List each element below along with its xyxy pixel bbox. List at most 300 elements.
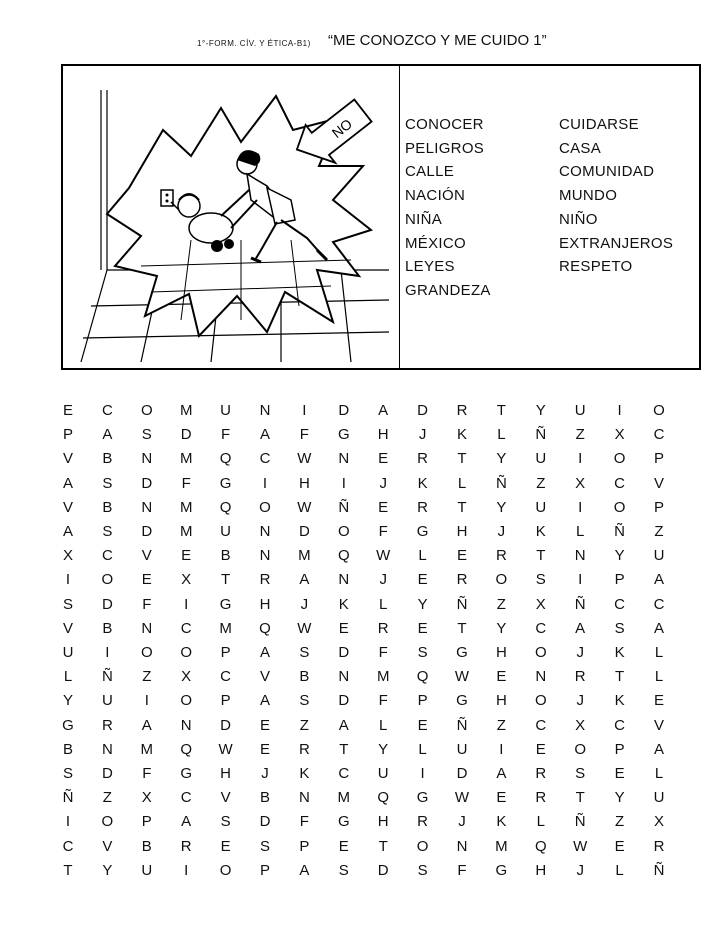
- grid-letter: G: [219, 474, 232, 492]
- grid-letter: R: [377, 619, 389, 637]
- grid-letter: Y: [378, 740, 389, 758]
- grid-letter: H: [377, 813, 389, 831]
- grid-letter: A: [338, 716, 349, 734]
- grid-letter: M: [337, 789, 351, 807]
- grid-letter: O: [140, 402, 153, 419]
- grid-letter: I: [65, 571, 71, 589]
- grid-letter: N: [298, 789, 310, 807]
- grid-letter: F: [299, 426, 309, 444]
- grid-letter: D: [141, 474, 153, 492]
- grid-letter: H: [495, 692, 507, 710]
- grid-letter: W: [454, 668, 470, 686]
- grid-letter: K: [535, 523, 546, 540]
- grid-letter: S: [220, 813, 231, 831]
- grid-letter: A: [181, 813, 192, 831]
- grid-letter: A: [653, 619, 664, 637]
- word-list-item: CONOCER: [405, 116, 484, 133]
- grid-letter: C: [535, 716, 547, 734]
- grid-letter: E: [535, 740, 546, 758]
- grid-letter: O: [653, 402, 665, 419]
- grid-letter: J: [379, 474, 387, 492]
- grid-letter: O: [180, 644, 193, 661]
- grid-letter: G: [416, 523, 429, 540]
- word-list-item: MUNDO: [559, 187, 618, 205]
- grid-letter: F: [378, 644, 388, 661]
- grid-letter: D: [338, 644, 350, 661]
- grid-letter: A: [575, 619, 586, 637]
- word-list-item: RESPETO: [559, 258, 633, 276]
- grid-letter: Y: [62, 692, 73, 710]
- grid-letter: I: [341, 474, 346, 492]
- grid-letter: F: [378, 692, 388, 710]
- grid-letter: D: [298, 523, 310, 540]
- grid-letter: Ñ: [101, 668, 113, 686]
- grid-letter: A: [141, 716, 152, 734]
- grid-letter: V: [259, 668, 270, 686]
- grid-letter: F: [378, 523, 388, 540]
- grid-letter: V: [141, 547, 152, 565]
- grid-letter: U: [220, 523, 232, 540]
- grid-letter: X: [653, 813, 664, 831]
- grid-letter: S: [575, 765, 586, 782]
- grid-letter: R: [417, 498, 429, 516]
- grid-letter: V: [62, 450, 73, 468]
- grid-letter: L: [654, 765, 664, 782]
- grid-letter: Y: [496, 498, 507, 516]
- grid-letter: O: [101, 571, 114, 589]
- grid-letter: X: [575, 716, 586, 734]
- grid-letter: H: [259, 595, 271, 613]
- grid-letter: L: [654, 644, 664, 661]
- worksheet-box: [61, 64, 701, 370]
- grid-letter: V: [220, 789, 231, 807]
- grid-letter: M: [179, 498, 193, 516]
- grid-letter: N: [259, 547, 271, 565]
- grid-letter: F: [457, 861, 467, 879]
- grid-letter: P: [299, 837, 310, 855]
- word-list-item: GRANDEZA: [405, 281, 491, 299]
- grid-letter: S: [417, 644, 428, 661]
- grid-letter: C: [338, 765, 350, 782]
- grid-letter: E: [62, 402, 73, 419]
- grid-letter: A: [496, 765, 507, 782]
- no-sign-text: NO: [328, 115, 356, 142]
- grid-letter: M: [140, 740, 154, 758]
- grid-letter: H: [535, 861, 547, 879]
- grid-letter: T: [457, 498, 467, 516]
- word-list-item: MÉXICO: [405, 234, 466, 252]
- grid-letter: Y: [614, 789, 625, 807]
- grid-letter: U: [141, 861, 153, 879]
- grid-letter: F: [142, 765, 152, 782]
- grid-letter: B: [102, 498, 113, 516]
- grid-letter: J: [497, 523, 506, 540]
- grid-letter: O: [140, 644, 153, 661]
- grid-letter: E: [378, 498, 389, 516]
- grid-letter: Q: [219, 498, 232, 516]
- grid-letter: P: [417, 692, 428, 710]
- grid-letter: Z: [299, 716, 309, 734]
- grid-letter: L: [536, 813, 545, 831]
- grid-letter: K: [417, 474, 428, 492]
- word-list-item: NIÑO: [559, 210, 598, 228]
- grid-letter: B: [141, 837, 152, 855]
- woman-stopping-child-from-outlet-drawing-icon: [71, 70, 391, 366]
- grid-letter: T: [575, 789, 585, 807]
- grid-letter: U: [220, 402, 232, 419]
- grid-letter: C: [180, 789, 192, 807]
- grid-letter: R: [298, 740, 310, 758]
- word-list-item: PELIGROS: [405, 139, 485, 157]
- grid-letter: Q: [416, 668, 429, 686]
- grid-letter: Y: [496, 450, 507, 468]
- grid-letter: O: [337, 523, 350, 540]
- grid-letter: D: [377, 861, 389, 879]
- grid-letter: I: [144, 692, 149, 710]
- grid-letter: P: [62, 426, 73, 444]
- grid-letter: Ñ: [338, 498, 350, 516]
- grid-letter: E: [141, 571, 152, 589]
- grid-letter: U: [535, 450, 547, 468]
- grid-letter: M: [376, 668, 390, 686]
- grid-letter: J: [576, 644, 584, 661]
- grid-letter: P: [614, 571, 625, 589]
- grid-letter: X: [535, 595, 546, 613]
- grid-letter: Z: [102, 789, 112, 807]
- grid-letter: G: [337, 813, 350, 831]
- box-divider: [399, 66, 400, 368]
- grid-letter: D: [180, 426, 192, 444]
- grid-letter: C: [62, 837, 74, 855]
- grid-letter: Y: [417, 595, 428, 613]
- grid-letter: E: [220, 837, 231, 855]
- grid-letter: O: [495, 571, 508, 589]
- grid-letter: G: [62, 716, 74, 734]
- grid-letter: T: [615, 668, 625, 686]
- grid-letter: I: [578, 571, 583, 589]
- grid-letter: N: [338, 571, 350, 589]
- grid-letter: I: [499, 740, 504, 758]
- grid-letter: K: [496, 813, 507, 831]
- grid-letter: Z: [496, 716, 506, 734]
- grid-letter: D: [101, 595, 113, 613]
- grid-letter: T: [536, 547, 546, 565]
- grid-letter: Q: [377, 789, 390, 807]
- grid-letter: W: [297, 619, 312, 637]
- grid-letter: M: [298, 547, 311, 565]
- grid-letter: E: [259, 716, 270, 734]
- course-label: 1°-FORM. CÍV. Y ÉTICA-B1): [197, 39, 311, 48]
- grid-letter: R: [456, 571, 468, 589]
- grid-letter: N: [574, 547, 586, 565]
- grid-letter: O: [534, 644, 547, 661]
- grid-letter: R: [535, 789, 547, 807]
- grid-letter: J: [576, 861, 584, 879]
- grid-letter: V: [62, 619, 73, 637]
- grid-letter: E: [417, 571, 428, 589]
- grid-letter: G: [456, 692, 468, 710]
- grid-letter: Ñ: [495, 474, 507, 492]
- grid-letter: A: [62, 523, 73, 540]
- grid-letter: T: [457, 450, 467, 468]
- grid-letter: W: [218, 740, 233, 758]
- grid-letter: G: [456, 644, 468, 661]
- grid-letter: I: [184, 595, 189, 613]
- grid-letter: I: [65, 813, 71, 831]
- grid-letter: L: [457, 474, 467, 492]
- grid-letter: A: [299, 861, 310, 879]
- grid-letter: S: [62, 765, 73, 782]
- grid-letter: N: [141, 498, 153, 516]
- grid-letter: Z: [142, 668, 152, 686]
- grid-letter: T: [378, 837, 388, 855]
- grid-letter: Z: [496, 595, 506, 613]
- grid-letter: L: [63, 668, 73, 686]
- grid-letter: T: [339, 740, 349, 758]
- grid-letter: A: [299, 571, 310, 589]
- grid-letter: K: [299, 765, 310, 782]
- grid-letter: Q: [259, 619, 271, 637]
- grid-letter: H: [220, 765, 232, 782]
- grid-letter: R: [417, 450, 429, 468]
- grid-letter: I: [262, 474, 268, 492]
- word-list-item: LEYES: [405, 258, 455, 276]
- grid-letter: W: [573, 837, 588, 855]
- grid-letter: R: [180, 837, 192, 855]
- grid-letter: P: [614, 740, 625, 758]
- grid-letter: C: [614, 716, 626, 734]
- grid-letter: F: [181, 474, 191, 492]
- grid-letter: G: [495, 861, 508, 879]
- grid-letter: I: [578, 450, 583, 468]
- grid-letter: Q: [180, 740, 193, 758]
- grid-letter: Ñ: [62, 789, 74, 807]
- grid-letter: D: [141, 523, 153, 540]
- grid-letter: N: [338, 450, 350, 468]
- word-list-item: CASA: [559, 139, 602, 157]
- grid-letter: E: [417, 716, 428, 734]
- grid-letter: S: [102, 523, 113, 540]
- grid-letter: S: [417, 861, 428, 879]
- grid-letter: Ñ: [574, 595, 586, 613]
- grid-letter: X: [614, 426, 625, 444]
- grid-letter: E: [259, 740, 270, 758]
- grid-letter: M: [179, 523, 193, 540]
- grid-letter: E: [614, 765, 625, 782]
- grid-letter: E: [496, 789, 507, 807]
- grid-letter: S: [102, 474, 113, 492]
- grid-letter: O: [613, 498, 626, 516]
- grid-letter: G: [416, 789, 429, 807]
- grid-letter: D: [338, 692, 350, 710]
- grid-letter: B: [62, 740, 73, 758]
- grid-letter: C: [535, 619, 547, 637]
- grid-letter: Q: [337, 547, 350, 565]
- grid-letter: C: [614, 595, 626, 613]
- grid-letter: M: [179, 450, 193, 468]
- grid-letter: Y: [102, 861, 113, 879]
- grid-letter: U: [653, 547, 665, 565]
- grid-letter: G: [337, 426, 350, 444]
- grid-letter: B: [259, 789, 270, 807]
- grid-letter: I: [617, 402, 622, 419]
- grid-letter: N: [141, 450, 153, 468]
- grid-letter: W: [376, 547, 391, 565]
- grid-letter: C: [614, 474, 626, 492]
- grid-letter: B: [220, 547, 231, 565]
- grid-letter: N: [180, 716, 192, 734]
- grid-letter: P: [259, 861, 270, 879]
- grid-letter: G: [219, 595, 232, 613]
- grid-letter: Ñ: [653, 861, 665, 879]
- grid-letter: E: [378, 450, 389, 468]
- grid-letter: I: [184, 861, 189, 879]
- grid-letter: U: [535, 498, 547, 516]
- grid-letter: X: [181, 571, 192, 589]
- grid-letter: A: [378, 402, 389, 419]
- grid-letter: O: [574, 740, 587, 758]
- grid-letter: S: [338, 861, 349, 879]
- grid-letter: T: [63, 861, 73, 879]
- grid-letter: K: [614, 692, 625, 710]
- grid-letter: U: [653, 789, 665, 807]
- grid-letter: B: [299, 668, 310, 686]
- grid-letter: E: [653, 692, 664, 710]
- grid-letter: H: [456, 523, 468, 540]
- grid-letter: J: [261, 765, 269, 782]
- grid-letter: Ñ: [574, 813, 586, 831]
- grid-letter: L: [654, 668, 664, 686]
- grid-letter: D: [456, 765, 468, 782]
- grid-letter: S: [299, 692, 310, 710]
- grid-letter: O: [180, 692, 193, 710]
- grid-letter: D: [220, 716, 232, 734]
- grid-letter: E: [417, 619, 428, 637]
- grid-letter: T: [457, 619, 467, 637]
- word-list-item: NACIÓN: [405, 187, 466, 205]
- grid-letter: P: [220, 644, 231, 661]
- grid-letter: U: [456, 740, 468, 758]
- grid-letter: Ñ: [535, 426, 547, 444]
- grid-letter: R: [535, 765, 547, 782]
- grid-letter: A: [259, 426, 270, 444]
- grid-letter: I: [420, 765, 425, 782]
- grid-letter: W: [297, 450, 312, 468]
- grid-letter: U: [574, 402, 586, 419]
- grid-letter: E: [181, 547, 192, 565]
- grid-letter: S: [259, 837, 270, 855]
- grid-letter: J: [576, 692, 584, 710]
- grid-letter: C: [653, 426, 665, 444]
- grid-letter: D: [259, 813, 271, 831]
- grid-letter: N: [456, 837, 468, 855]
- grid-letter: M: [495, 837, 508, 855]
- grid-letter: T: [496, 402, 506, 419]
- grid-letter: I: [578, 498, 583, 516]
- grid-letter: E: [496, 668, 507, 686]
- grid-letter: N: [101, 740, 113, 758]
- grid-letter: B: [102, 619, 113, 637]
- grid-letter: C: [101, 547, 113, 565]
- grid-letter: C: [653, 595, 665, 613]
- grid-letter: J: [418, 426, 427, 444]
- grid-letter: X: [62, 547, 73, 565]
- grid-letter: X: [141, 789, 152, 807]
- grid-letter: I: [105, 644, 110, 661]
- grid-letter: Z: [575, 426, 585, 444]
- grid-letter: O: [534, 692, 547, 710]
- grid-letter: R: [495, 547, 507, 565]
- grid-letter: V: [653, 474, 664, 492]
- grid-letter: A: [653, 571, 664, 589]
- grid-letter: L: [379, 595, 388, 613]
- grid-letter: H: [377, 426, 389, 444]
- grid-letter: R: [417, 813, 429, 831]
- grid-letter: T: [221, 571, 231, 589]
- grid-letter: Ñ: [456, 595, 468, 613]
- grid-letter: P: [653, 498, 664, 516]
- grid-letter: Q: [219, 450, 232, 468]
- grid-letter: S: [62, 595, 73, 613]
- grid-letter: A: [259, 644, 270, 661]
- grid-letter: Ñ: [456, 716, 468, 734]
- grid-letter: S: [614, 619, 625, 637]
- grid-letter: O: [219, 861, 232, 879]
- grid-letter: C: [220, 668, 232, 686]
- grid-letter: C: [180, 619, 192, 637]
- grid-letter: L: [576, 523, 585, 540]
- grid-letter: N: [535, 668, 547, 686]
- grid-letter: S: [535, 571, 546, 589]
- grid-letter: P: [141, 813, 152, 831]
- grid-letter: A: [102, 426, 113, 444]
- grid-letter: Ñ: [614, 523, 626, 540]
- grid-letter: A: [653, 740, 664, 758]
- grid-letter: D: [338, 402, 350, 419]
- grid-letter: C: [259, 450, 271, 468]
- grid-letter: D: [417, 402, 429, 419]
- word-list-item: CALLE: [405, 163, 455, 181]
- grid-letter: F: [142, 595, 152, 613]
- grid-letter: D: [101, 765, 113, 782]
- grid-letter: V: [653, 716, 664, 734]
- grid-letter: Y: [614, 547, 625, 565]
- grid-letter: E: [614, 837, 625, 855]
- grid-letter: R: [456, 402, 468, 419]
- grid-letter: N: [259, 402, 271, 419]
- grid-letter: L: [379, 716, 388, 734]
- grid-letter: U: [62, 644, 74, 661]
- grid-letter: J: [379, 571, 387, 589]
- grid-letter: Q: [534, 837, 547, 855]
- grid-letter: W: [297, 498, 312, 516]
- grid-letter: E: [338, 619, 349, 637]
- grid-letter: U: [101, 692, 113, 710]
- grid-letter: P: [653, 450, 664, 468]
- grid-letter: S: [141, 426, 152, 444]
- grid-letter: L: [418, 547, 427, 565]
- grid-letter: F: [221, 426, 231, 444]
- grid-letter: A: [62, 474, 73, 492]
- grid-letter: K: [614, 644, 625, 661]
- word-list-item: EXTRANJEROS: [559, 234, 674, 252]
- grid-letter: U: [377, 765, 389, 782]
- grid-letter: M: [179, 402, 193, 419]
- grid-letter: R: [101, 716, 113, 734]
- grid-letter: V: [102, 837, 113, 855]
- grid-letter: O: [259, 498, 271, 516]
- grid-letter: N: [338, 668, 350, 686]
